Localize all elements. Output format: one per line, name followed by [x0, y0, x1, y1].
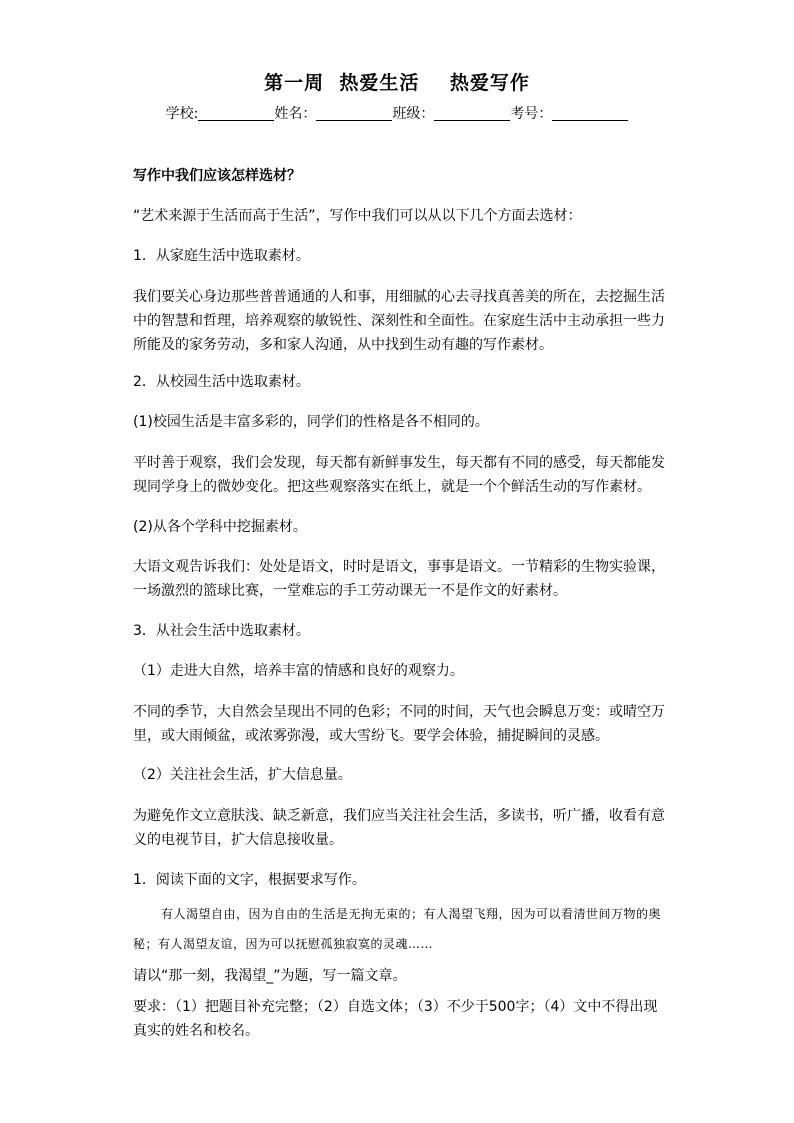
writing-requirements: 要求：（1）把题目补充完整；（2）自选文体；（3）不少于500字；（4）文中不得出现真实的姓名和校名。: [133, 999, 658, 1039]
section-2-sub-1: (1)校园生活是丰富多彩的，同学们的性格是各不相同的。: [133, 414, 489, 430]
exam-no-label: 考号：: [510, 106, 553, 122]
school-blank[interactable]: [198, 106, 274, 121]
name-blank[interactable]: [316, 106, 392, 121]
exam-no-blank[interactable]: [552, 106, 628, 121]
section-2-heading: 2．从校园生活中选取素材。: [133, 374, 310, 390]
page-title: 第一周 热爱生活 热爱写作: [264, 72, 530, 94]
section-3-sub-1-body: 不同的季节，大自然会呈现出不同的色彩；不同的时间，天气也会瞬息万变：或晴空万里，或大雨倾盆，或浓雾弥漫，或大雪纷飞。要学会体验，捕捉瞬间的灵感。: [133, 704, 665, 744]
section-3-sub-1: （1）走进大自然，培养丰富的情感和良好的观察力。: [133, 663, 464, 679]
task-heading: 1．阅读下面的文字，根据要求写作。: [133, 872, 366, 888]
class-label: 班级：: [392, 106, 435, 122]
section-1-heading: 1．从家庭生活中选取素材。: [133, 248, 310, 264]
intro-paragraph: “艺术来源于生活而高于生活”，写作中我们可以从以下几个方面去选材：: [133, 208, 582, 224]
section-2-sub-2: (2)从各个学科中挖掘素材。: [133, 519, 307, 535]
section-3-sub-2-body: 为避免作文立意肤浅、缺乏新意，我们应当关注社会生活，多读书，听广播，收看有意义的电视节目，扩大信息接收量。: [133, 808, 665, 848]
section-3-sub-2: （2）关注社会生活，扩大信息量。: [133, 767, 352, 783]
question-heading: 写作中我们应该怎样选材？: [133, 168, 301, 184]
class-blank[interactable]: [434, 106, 510, 121]
student-info-line: [0, 103, 794, 123]
section-3-heading: 3．从社会生活中选取素材。: [133, 623, 310, 639]
section-1-body: 我们要关心身边那些普普通通的人和事，用细腻的心去寻找真善美的所在，去挖掘生活中的智慧和哲理，培养观察的敏锐性、深刻性和全面性。在家庭生活中主动承担一些力所能及的家务劳动，多和家人沟通，从中找到生动有趣的写作素材。: [133, 289, 665, 353]
section-2-sub-1-body: 平时善于观察，我们会发现，每天都有新鲜事发生，每天都有不同的感受，每天都能发现同学身上的微妙变化。把这些观察落实在纸上，就是一个个鲜活生动的写作素材。: [133, 455, 665, 495]
section-2-sub-2-body: 大语文观告诉我们：处处是语文，时时是语文，事事是语文。一节精彩的生物实验课，一场激烈的篮球比赛，一堂难忘的手工劳动课无一不是作文的好素材。: [133, 559, 665, 599]
school-label: 学校:: [165, 106, 199, 122]
name-label: 姓名：: [274, 106, 317, 122]
reading-passage: 有人渴望自由，因为自由的生活是无拘无束的；有人渴望飞翔，因为可以看清世间万物的奥秘；有人渴望友谊，因为可以抚慰孤独寂寞的灵魂……: [133, 907, 662, 951]
writing-prompt: 请以“那一刻，我渴望_”为题，写一篇文章。: [133, 968, 407, 984]
